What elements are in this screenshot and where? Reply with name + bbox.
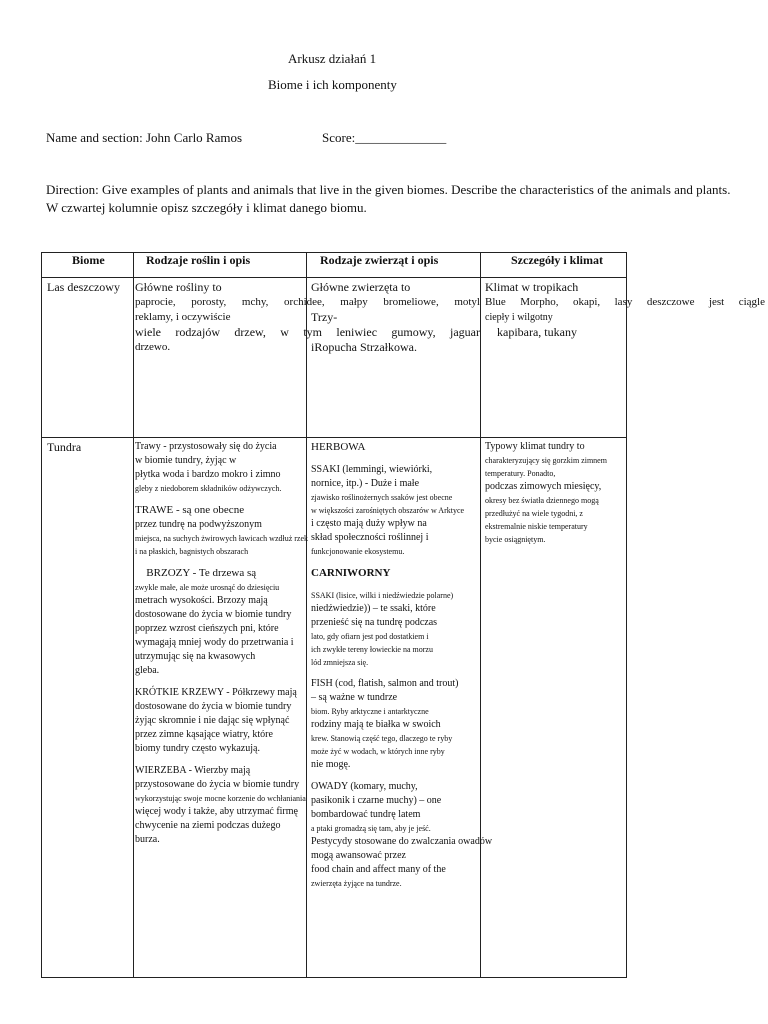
text-line: może żyć w wodach, w których inne ryby: [311, 747, 445, 756]
text-line: wymagają mniej wody do przetrwania i: [135, 637, 294, 648]
header-climate: Szczegóły i klimat: [511, 253, 603, 267]
text-line: FISH (cod, flatish, salmon and trout): [311, 678, 459, 689]
text-line: przystosowane do życia w biomie tundry: [135, 779, 300, 790]
text-line: żyjąc skromnie i nie dając się wpłynąć: [135, 715, 290, 726]
text-line: bombardować tundrę latem: [311, 809, 421, 820]
text-line: mogą awansować przez: [311, 850, 406, 861]
text-line: zwierzęta żyjące na tundrze.: [311, 879, 402, 888]
text-line: SSAKI (lisice, wilki i niedźwiedzie polarne): [311, 591, 454, 600]
text-line: i często mają duży wpływ na: [311, 518, 427, 529]
text-line: Typowy klimat tundry to: [485, 441, 585, 452]
text-line: wykorzystując swoje mocne korzenie do wchłaniania: [135, 794, 306, 803]
text-line: – są ważne w tundrze: [311, 692, 398, 703]
text-line: kapibara, tukany: [497, 325, 577, 339]
header-biome: Biome: [72, 253, 105, 267]
text-line: ekstremalnie niskie temperatury: [485, 522, 588, 531]
text-line: bycie osiągniętym.: [485, 535, 546, 544]
tundra-animals: [311, 440, 511, 890]
text-line: dostosowane do życia w biomie tundry: [135, 609, 292, 620]
text-line: wiele rodzajów drzew, w tym leniwiec gumowy, jaguar: [135, 325, 480, 339]
score-field: Score:______________: [322, 130, 447, 145]
direction-line-2: W czwartej kolumnie opisz szczegóły i klimat danego biomu.: [46, 200, 367, 215]
text-line: przenieść się na tundrę podczas: [311, 617, 438, 628]
text-line: niedźwiedzie)) – te ssaki, które: [311, 603, 436, 614]
text-line: podczas zimowych miesięcy,: [485, 481, 602, 492]
text-line: ciepły i wilgotny: [485, 312, 553, 323]
biome-name-rainforest: Las deszczowy: [47, 280, 120, 294]
row-divider: [42, 437, 626, 438]
text-line: a ptaki gromadzą się tam, aby je jeść.: [311, 824, 431, 833]
worksheet-subtitle: Biome i ich komponenty: [268, 77, 397, 92]
text-line: Klimat w tropikach: [485, 280, 579, 294]
header-divider: [42, 277, 626, 278]
text-line: w większości zarośniętych obszarów w Arktyce: [311, 506, 465, 515]
text-line: zjawisko roślinożernych ssaków jest obecne: [311, 493, 453, 502]
header-plants: Rodzaje roślin i opis: [146, 253, 251, 267]
text-line: paprocie, porosty, mchy, orchidee, małpy bromeliowe, motyl: [135, 296, 480, 308]
text-line: gleby z niedoborem składników odżywczych.: [135, 484, 282, 493]
text-line: CARNIWORNY: [311, 567, 391, 579]
header-animals: Rodzaje zwierząt i opis: [320, 253, 439, 267]
tundra-plants: [135, 440, 335, 847]
text-line: BRZOZY - Te drzewa są: [135, 567, 245, 579]
text-line: biomy tundry często wykazują.: [135, 743, 260, 754]
text-line: nie mogę.: [311, 759, 351, 770]
text-line: lato, gdy ofiarn jest pod dostatkiem i: [311, 632, 429, 641]
text-line: miejsca, na suchych żwirowych ławicach wzdłuż rzek: [135, 534, 309, 543]
worksheet-title: Arkusz działań 1: [288, 51, 377, 66]
text-line: poprzez wzrost cieńszych pni, które: [135, 623, 279, 634]
text-line: iRopucha Strzałkowa.: [311, 340, 417, 354]
text-line: zwykle małe, ale może urosnąć do dziesięciu: [135, 583, 280, 592]
text-line: funkcjonowanie ekosystemu.: [311, 547, 405, 556]
text-line: pasikonik i czarne muchy) – one: [311, 795, 442, 806]
text-line: lód zmniejsza się.: [311, 658, 369, 667]
text-line: dostosowane do życia w biomie tundry: [135, 701, 292, 712]
text-line: Główne rośliny to: [135, 280, 222, 294]
text-line: OWADY (komary, muchy,: [311, 781, 418, 792]
text-line: okresy bez światła dziennego mogą: [485, 496, 599, 505]
text-line: gleba.: [135, 665, 160, 676]
text-line: TRAWE - są one obecne: [135, 504, 245, 516]
text-line: Blue Morpho, okapi, lasy deszczowe jest ciągle: [485, 296, 765, 308]
rainforest-climate: [485, 280, 768, 340]
text-line: utrzymując się na kwasowych: [135, 651, 256, 662]
text-line: HERBOWA: [311, 441, 366, 453]
name-and-section: Name and section: John Carlo Ramos: [46, 130, 243, 145]
text-line: food chain and affect many of the: [311, 864, 446, 875]
text-line: charakteryzujący się gorzkim zimnem: [485, 456, 607, 465]
biome-table: [41, 252, 765, 978]
text-line: reklamy, i oczywiście: [135, 311, 231, 323]
text-line: rodziny mają te białka w swoich: [311, 719, 441, 730]
tundra-climate: [485, 440, 665, 546]
column-divider: [133, 253, 134, 977]
text-line: ich zwykłe tereny łowieckie na morzu: [311, 645, 433, 654]
text-line: płytka woda i bardzo mokro i zimno: [135, 469, 281, 480]
text-line: chwycenie na ziemi podczas dużego: [135, 820, 281, 831]
text-line: krew. Stanowią część tego, dlaczego te ryby: [311, 734, 453, 743]
text-line: Trawy - przystosowały się do życia: [135, 441, 277, 452]
biome-name-tundra: Tundra: [47, 440, 82, 454]
text-line: metrach wysokości. Brzozy mają: [135, 595, 268, 606]
text-line: drzewo.: [135, 341, 171, 353]
text-line: więcej wody i także, aby utrzymać firmę: [135, 806, 298, 817]
text-line: Trzy-: [311, 310, 338, 324]
text-line: przez tundrę na podwyższonym: [135, 519, 262, 530]
text-line: temperatury. Ponadto,: [485, 469, 556, 478]
text-line: przez zimne kąsające wiatry, które: [135, 729, 273, 740]
text-line: nornice, itp.) - Duże i małe: [311, 478, 420, 489]
text-line: skład społeczności roślinnej i: [311, 532, 429, 543]
text-line: KRÓTKIE KRZEWY - Półkrzewy mają: [135, 687, 297, 698]
text-line: Główne zwierzęta to: [311, 280, 411, 294]
text-line: przedłużyć na wiele tygodni, z: [485, 509, 583, 518]
text-line: burza.: [135, 834, 160, 845]
direction-line-1: Direction: Give examples of plants and animals that live in the given biomes. Describe the characteristics of the animals and plants.: [46, 182, 731, 197]
text-line: SSAKI (lemmingi, wiewiórki,: [311, 464, 433, 475]
rainforest-animals: [311, 280, 481, 355]
text-line: i na płaskich, bagnistych obszarach: [135, 547, 249, 556]
text-line: biom. Ryby arktyczne i antarktyczne: [311, 707, 429, 716]
text-line: WIERZEBA - Wierzby mają: [135, 765, 251, 776]
text-line: Pestycydy stosowane do zwalczania owadów: [311, 836, 493, 847]
text-line: w biomie tundry, żyjąc w: [135, 455, 237, 466]
